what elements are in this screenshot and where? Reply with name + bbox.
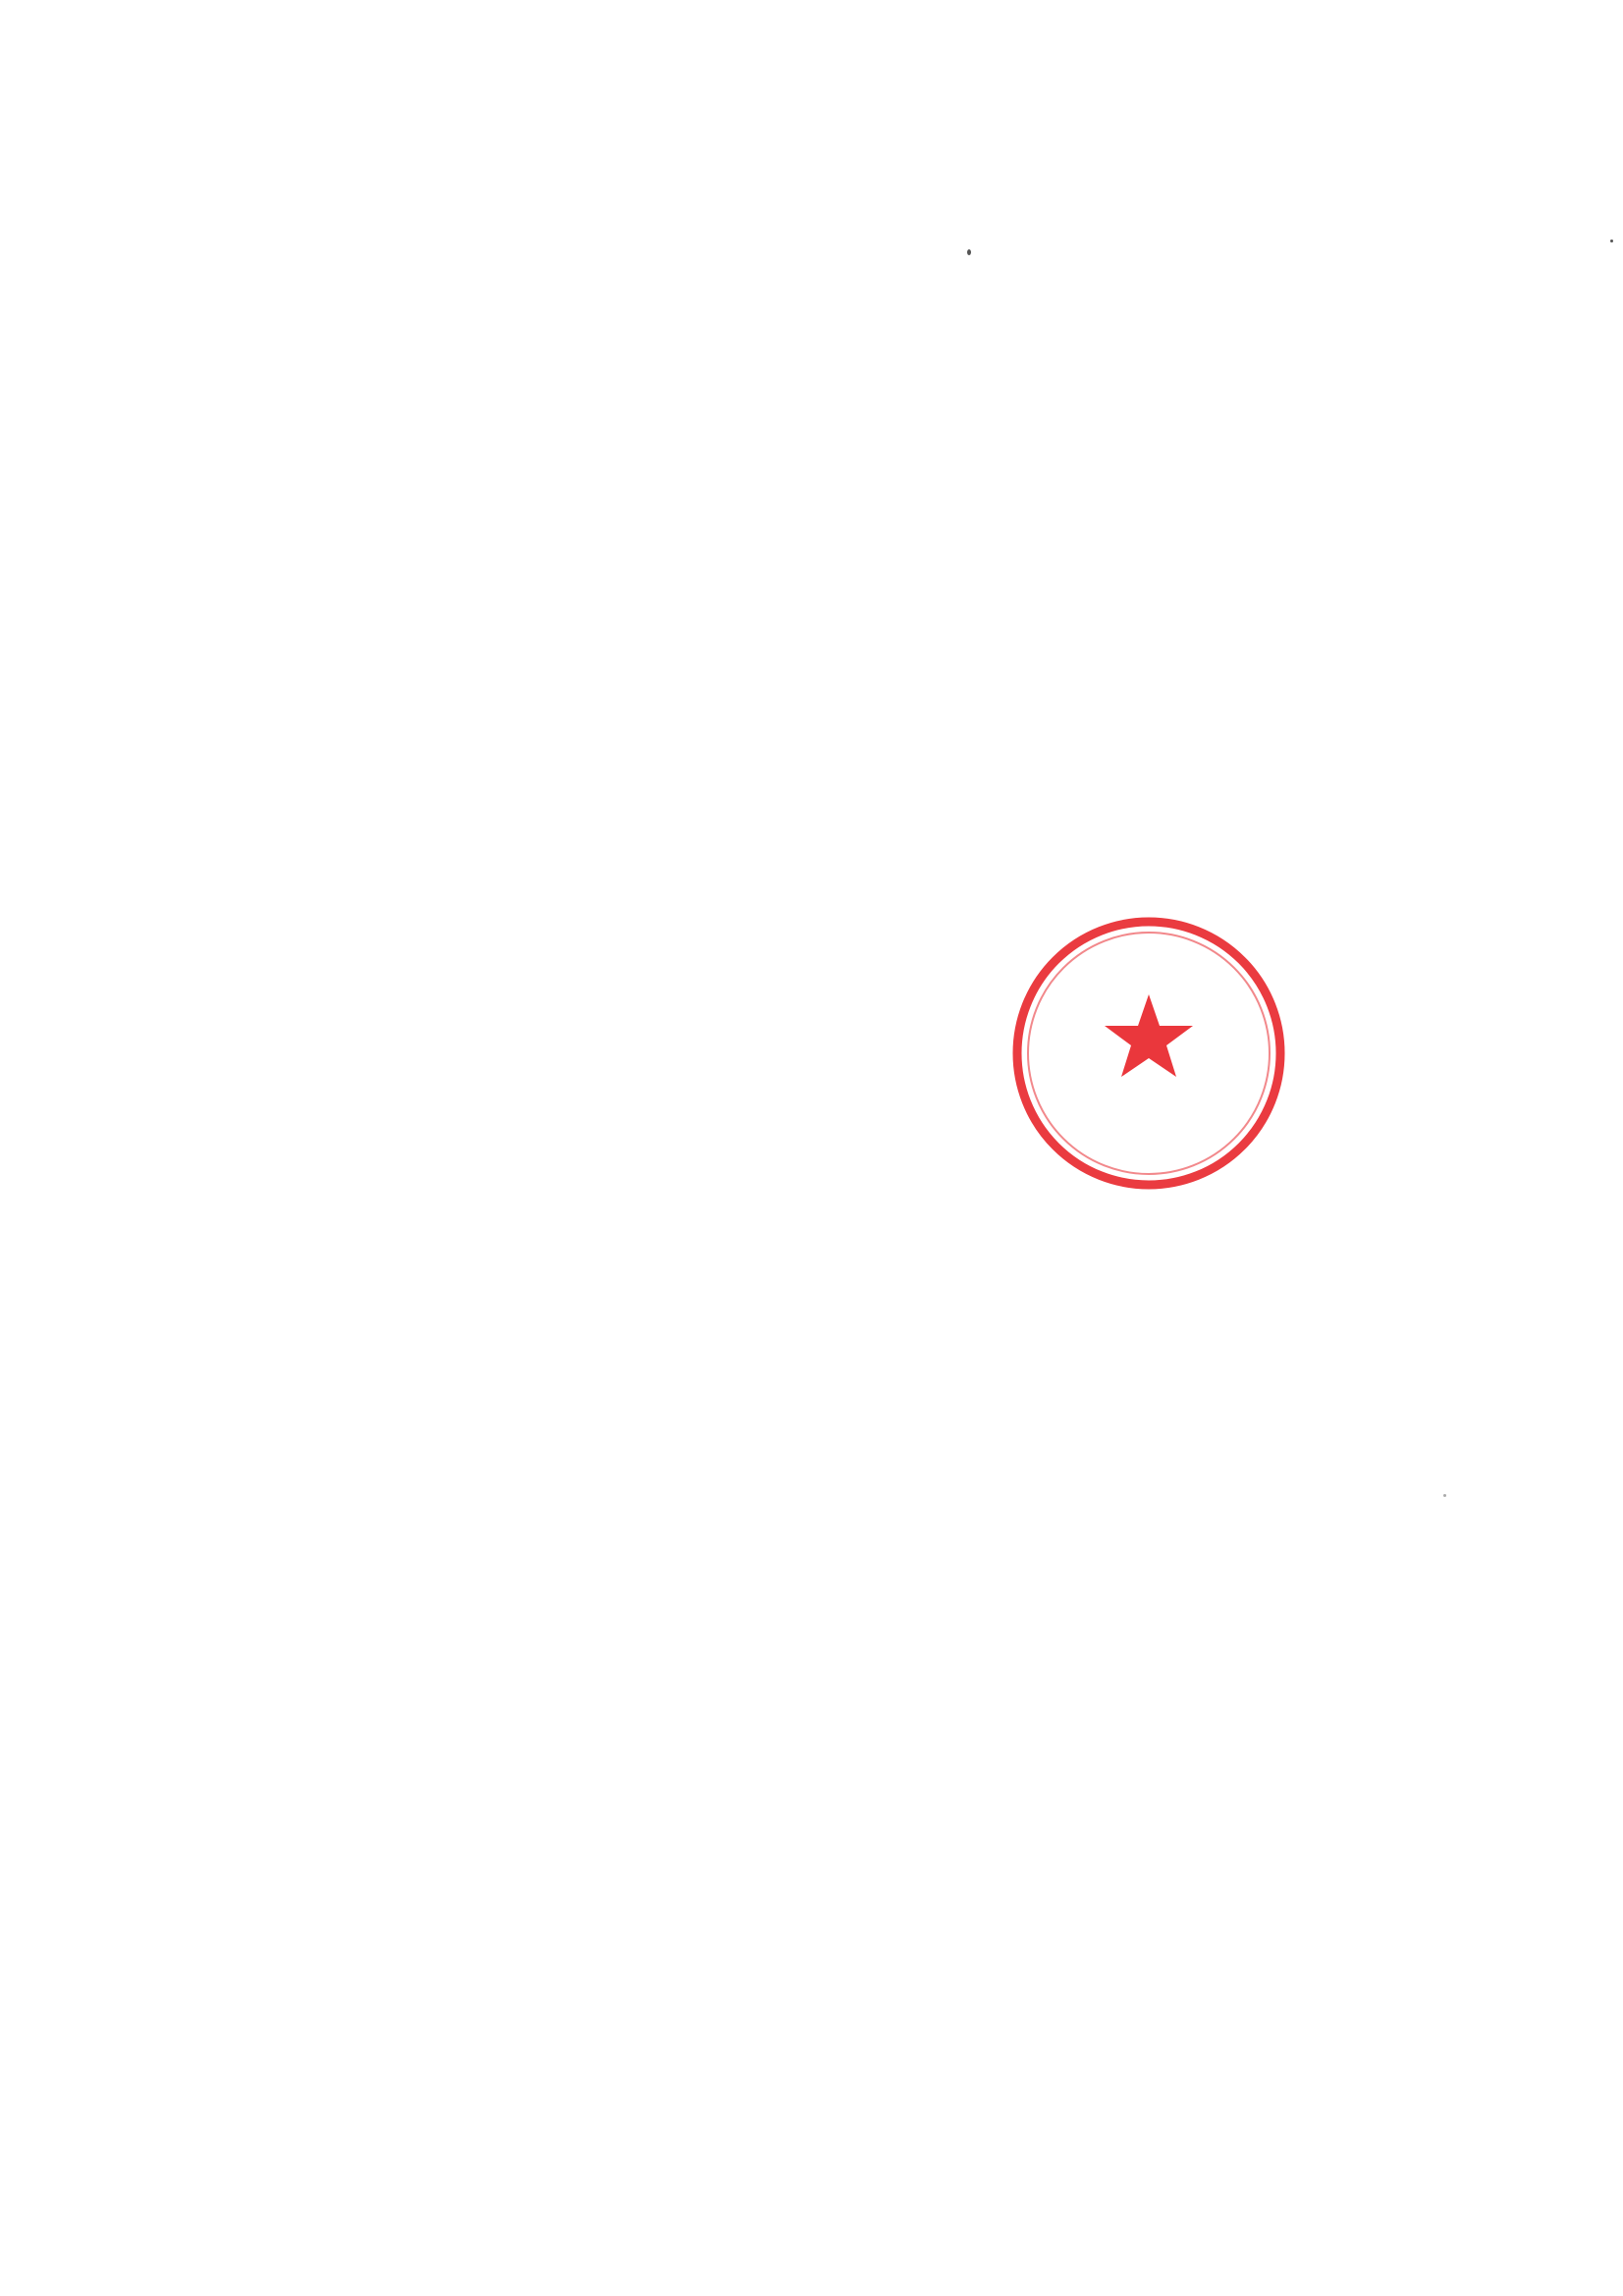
stamp-seal-graphic <box>982 908 1306 1193</box>
official-stamp <box>982 908 1306 1193</box>
scan-speck <box>967 249 971 255</box>
scan-speck <box>1610 240 1613 242</box>
scan-speck <box>1443 1494 1446 1497</box>
star-icon <box>1105 994 1193 1077</box>
